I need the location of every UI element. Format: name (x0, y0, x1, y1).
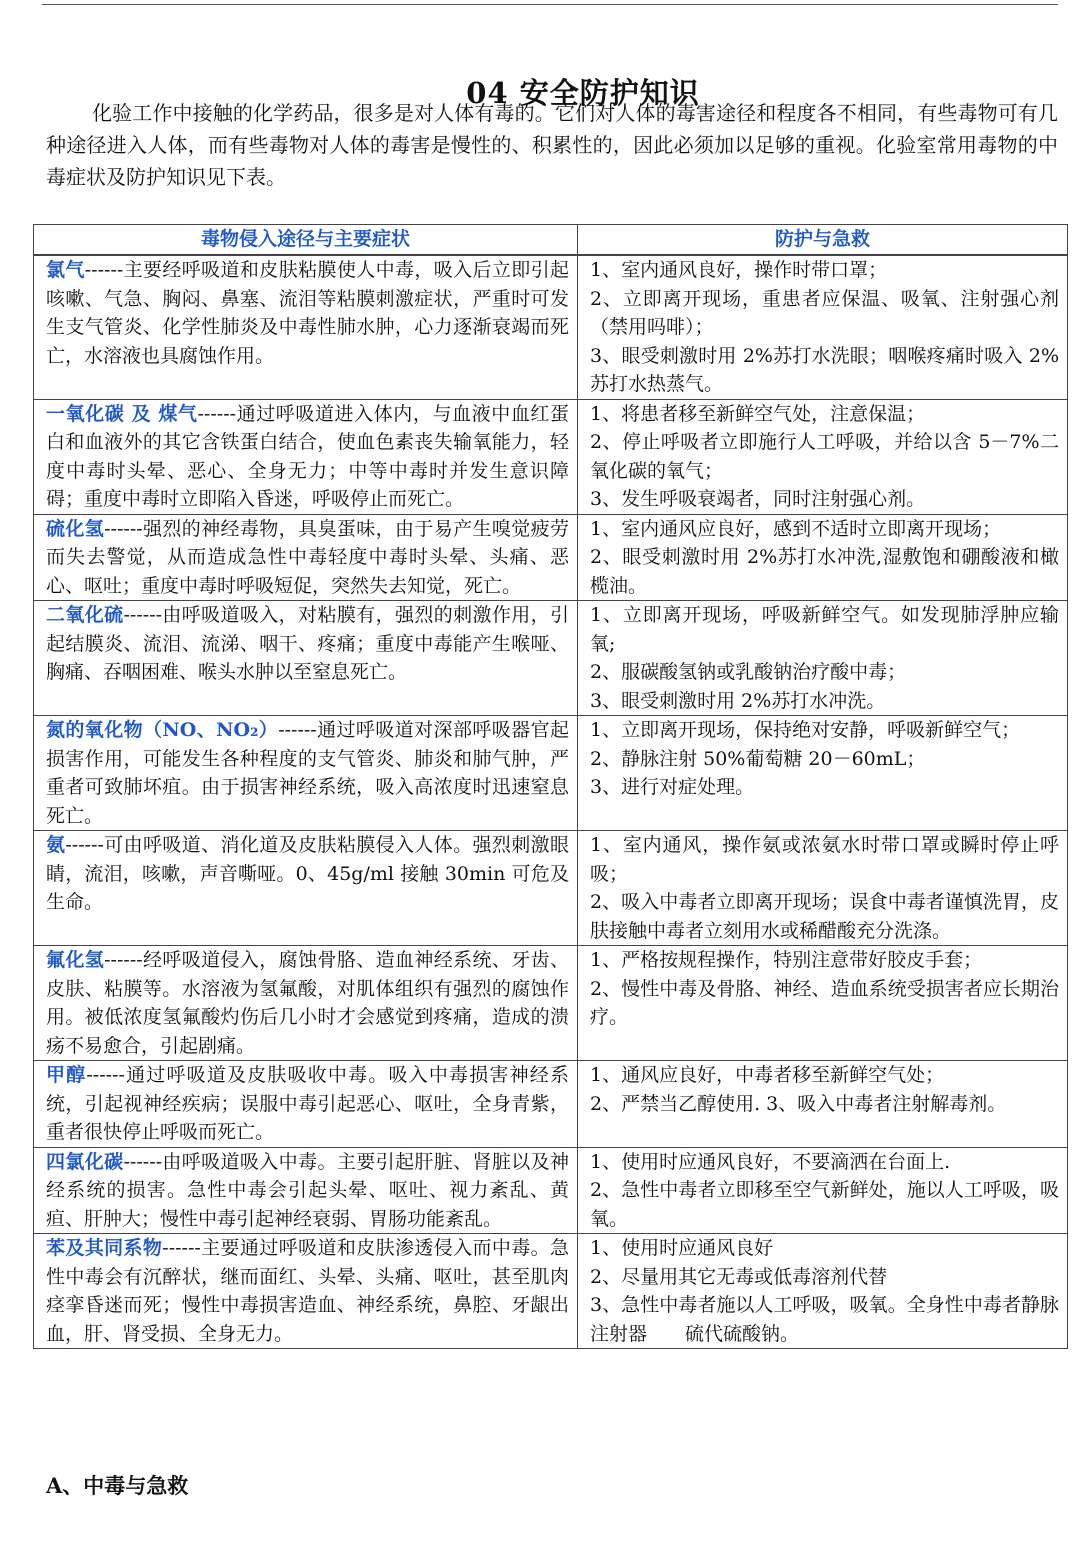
protection-cell (578, 601, 1068, 716)
table-row (34, 716, 1068, 831)
protection-item: 3、发生呼吸衰竭者，同时注射强心剂。 (590, 488, 926, 510)
substance-name: 氨 (46, 834, 66, 856)
table-row (34, 514, 1068, 601)
symptoms-text: ------通过呼吸道进入体内，与血液中血红蛋白和血液外的其它含铁蛋白结合，使血色素丧失输氧能力，轻度中毒时头晕、恶心、全身无力；中等中毒时并发生意识障碍；重度中毒时立即陷入昏迷，呼吸停止而死亡。 (46, 402, 569, 510)
substance-name: 硫化氢 (46, 517, 105, 540)
protection-item: 2、严禁当乙醇使用. 3、吸入中毒者注射解毒剂。 (590, 1092, 1007, 1115)
intro-paragraph: 化验工作中接触的化学药品，很多是对人体有毒的。它们对人体的毒害途径和程度各不相同，有些毒物可有几种途径进入人体，而有些毒物对人体的毒害是慢性的、积累性的，因此必须加以足够的重视。化验室常用毒物的中毒症状及防护知识见下表。 (46, 101, 1058, 189)
symptoms-cell (34, 255, 578, 399)
table-row (34, 601, 1068, 716)
table-row (34, 255, 1068, 399)
symptoms-text: ------由呼吸道吸入中毒。主要引起肝脏、肾脏以及神经系统的损害。急性中毒会引起头晕、呕吐、视力紊乱、黄疸、肝肿大；慢性中毒引起神经衰弱、胃肠功能紊乱。 (46, 1150, 569, 1230)
protection-cell (578, 255, 1068, 399)
protection-item: 1、使用时应通风良好，不要滴洒在台面上. (590, 1150, 951, 1173)
table-row (34, 399, 1068, 514)
substance-name: 二氧化硫 (46, 604, 124, 626)
protection-item: 1、室内通风应良好，感到不适时立即离开现场； (590, 517, 1002, 540)
table-header-row (34, 225, 1068, 256)
protection-item: 2、急性中毒者立即移至空气新鲜处，施以人工呼吸，吸氧。 (590, 1179, 1059, 1230)
symptoms-text: ------主要经呼吸道和皮肤粘膜使人中毒，吸入后立即引起咳嗽、气急、胸闷、鼻塞、流泪等粘膜刺激症状，严重时可发生支气管炎、化学性肺炎及中毒性肺水肿，心力逐渐衰竭而死亡，水溶液也具腐蚀作用。 (46, 259, 569, 367)
protection-item: 2、吸入中毒者立即离开现场；误食中毒者谨慎洗胃，皮肤接触中毒者立刻用水或稀醋酸充分洗涤。 (590, 891, 1059, 942)
substance-name: 甲醇 (46, 1064, 87, 1086)
symptoms-text: ------可由呼吸道、消化道及皮肤粘膜侵入人体。强烈刺激眼睛，流泪，咳嗽，声音嘶哑。0、45g/ml 接触 30min 可危及生命。 (46, 834, 569, 913)
substance-name: 一氧化碳 及 煤气 (46, 402, 198, 425)
header-protection: 防护与急救 (578, 225, 1068, 256)
header-symptoms: 毒物侵入途径与主要症状 (34, 225, 578, 256)
protection-cell (578, 716, 1068, 831)
protection-cell (578, 946, 1068, 1061)
protection-cell (578, 1234, 1068, 1349)
table-row (34, 1147, 1068, 1234)
protection-item: 1、通风应良好，中毒者移至新鲜空气处； (590, 1064, 945, 1086)
symptoms-text: ------强烈的神经毒物，具臭蛋味，由于易产生嗅觉疲劳而失去警觉，从而造成急性中毒轻度中毒时头晕、头痛、恶心、呕吐；重度中毒时呼吸短促，突然失去知觉，死亡。 (46, 517, 569, 597)
symptoms-cell (34, 1147, 578, 1234)
table-row (34, 1234, 1068, 1349)
symptoms-text: ------经呼吸道侵入，腐蚀骨胳、造血神经系统、牙齿、皮肤、粘膜等。水溶液为氢氟酸，对肌体组织有强烈的腐蚀作用。被低浓度氢氟酸灼伤后几小时才会感觉到疼痛，造成的溃疡不易愈合，引起剧痛。 (46, 949, 569, 1057)
symptoms-text: ------由呼吸道吸入，对粘膜有，强烈的刺激作用，引起结膜炎、流泪、流涕、咽干、疼痛；重度中毒能产生喉哑、胸痛、吞咽困难、喉头水肿以至窒息死亡。 (46, 604, 569, 683)
protection-item: 3、眼受刺激时用 2%苏打水冲洗。 (590, 689, 886, 712)
protection-item: 2、眼受刺激时用 2%苏打水冲洗,湿敷饱和硼酸液和橄榄油。 (590, 546, 1059, 597)
protection-cell (578, 1061, 1068, 1148)
table-row (34, 946, 1068, 1061)
substance-name: 氮的氧化物（NO、NO₂） (46, 719, 279, 741)
table-row (34, 831, 1068, 946)
protection-item: 3、眼受刺激时用 2%苏打水洗眼；咽喉疼痛时吸入 2%苏打水热蒸气。 (590, 344, 1059, 395)
protection-cell (578, 1147, 1068, 1234)
protection-item: 1、使用时应通风良好 (590, 1237, 774, 1259)
symptoms-cell (34, 946, 578, 1061)
page-title: 04 安全防护知识 (466, 76, 700, 111)
symptoms-cell (34, 601, 578, 716)
protection-item: 2、立即离开现场，重患者应保温、吸氧、注射强心剂（禁用吗啡）； (590, 287, 1059, 338)
protection-item: 2、尽量用其它无毒或低毒溶剂代替 (590, 1265, 888, 1288)
protection-item: 1、将患者移至新鲜空气处，注意保温； (590, 402, 926, 425)
protection-item: 3、急性中毒者施以人工呼吸，吸氧。全身性中毒者静脉注射器 硫代硫酸钠。 (590, 1294, 1059, 1345)
top-rule (42, 4, 1058, 5)
protection-item: 2、慢性中毒及骨胳、神经、造血系统受损害者应长期治疗。 (590, 977, 1059, 1028)
substance-name: 氟化氢 (46, 949, 105, 971)
protection-item: 3、进行对症处理。 (590, 776, 755, 798)
protection-item: 2、静脉注射 50%葡萄糖 20－60mL； (590, 747, 926, 770)
protection-item: 1、严格按规程操作，特别注意带好胶皮手套； (590, 949, 983, 971)
symptoms-cell (34, 399, 578, 514)
symptoms-cell (34, 1061, 578, 1148)
symptoms-cell (34, 831, 578, 946)
symptoms-text: ------通过呼吸道及皮肤吸收中毒。吸入中毒损害神经系统，引起视神经疾病；误服中毒引起恶心、呕吐，全身青紫，重者很快停止呼吸而死亡。 (46, 1064, 569, 1143)
table-row (34, 1061, 1068, 1148)
protection-item: 1、室内通风良好，操作时带口罩； (590, 259, 888, 281)
toxin-table-body (34, 255, 1068, 1349)
protection-cell (578, 399, 1068, 514)
symptoms-text: ------主要通过呼吸道和皮肤渗透侵入而中毒。急性中毒会有沉醉状，继而面红、头晕、头痛、呕吐，甚至肌肉痉挛昏迷而死；慢性中毒损害造血、神经系统，鼻腔、牙龈出血，肝、肾受损、全身无力。 (46, 1237, 569, 1345)
protection-cell (578, 831, 1068, 946)
substance-name: 四氯化碳 (46, 1150, 124, 1173)
symptoms-cell (34, 1234, 578, 1349)
protection-item: 2、停止呼吸者立即施行人工呼吸，并给以含 5－7%二氧化碳的氧气； (590, 431, 1059, 482)
substance-name: 氯气 (46, 259, 85, 281)
symptoms-cell (34, 716, 578, 831)
substance-name: 苯及其同系物 (46, 1237, 163, 1259)
symptoms-cell (34, 514, 578, 601)
toxin-table (33, 224, 1068, 1349)
protection-cell (578, 514, 1068, 601)
section-heading: A、中毒与急救 (46, 1473, 189, 1498)
protection-item: 1、立即离开现场，保持绝对安静，呼吸新鲜空气； (590, 719, 1021, 741)
protection-item: 1、立即离开现场，呼吸新鲜空气。如发现肺浮肿应输氧; (590, 604, 1059, 655)
symptoms-text: ------通过呼吸道对深部呼吸器官起损害作用，可能发生各种程度的支气管炎、肺炎和肺气肿，严重者可致肺坏疽。由于损害神经系统，吸入高浓度时迅速窒息死亡。 (46, 719, 569, 827)
protection-item: 2、服碳酸氢钠或乳酸钠治疗酸中毒； (590, 661, 907, 683)
protection-item: 1、室内通风，操作氨或浓氨水时带口罩或瞬时停止呼吸； (590, 834, 1059, 885)
